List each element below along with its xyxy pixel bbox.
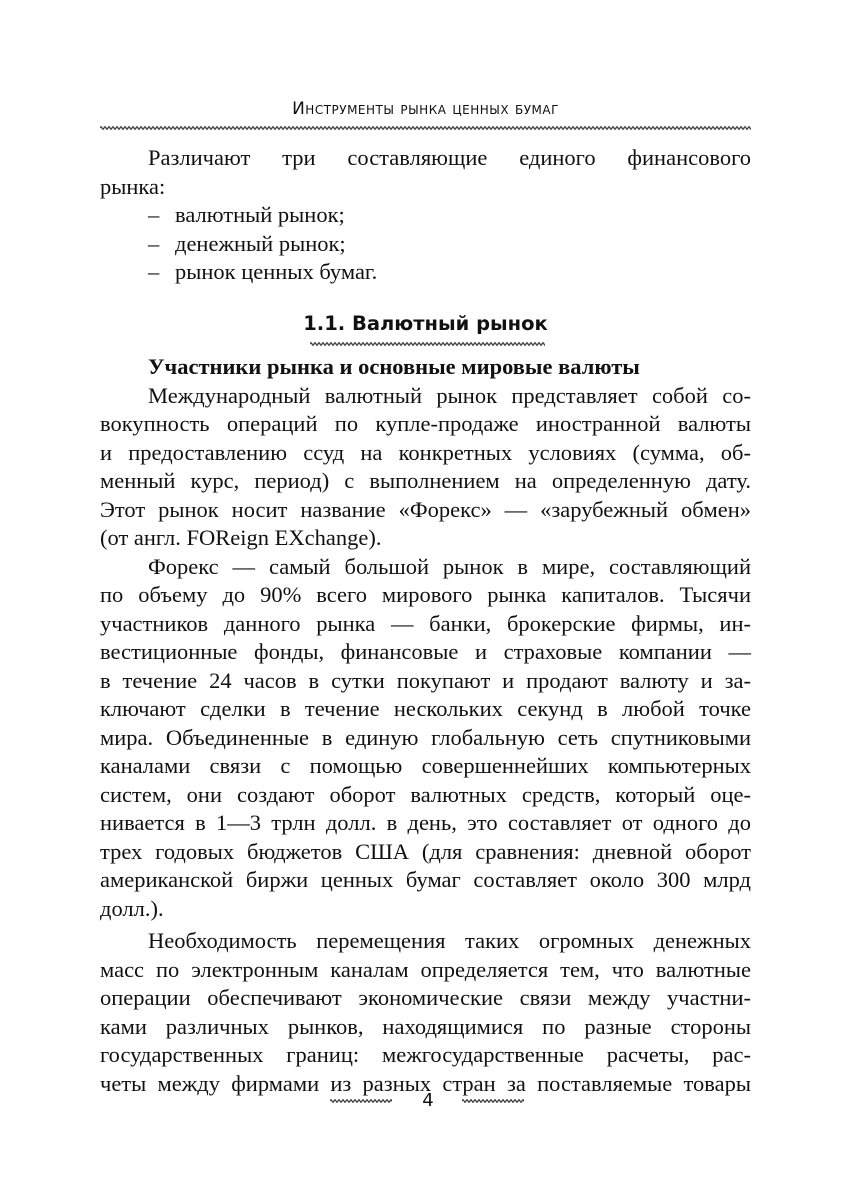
text-line: вокупность операций по купле-продаже иностранной валюты (100, 411, 751, 436)
text-line: Международный валютный рынок представляет собой со- (148, 382, 751, 408)
page-number: 4 (422, 1090, 434, 1111)
section-wavy-rule (310, 340, 545, 348)
section-title: 1.1. Валютный рынок (303, 312, 548, 335)
text-line: масс по электронным каналам определяется тем, что валютные (100, 956, 751, 982)
text-line: Этот рынок носит название «Форекс» — «зарубежный обмен» (100, 496, 751, 522)
text-line: трех годовых бюджетов США (для сравнения: дневной оборот (100, 838, 751, 864)
footer-wavy-left (330, 1097, 392, 1105)
list-dash: – (148, 202, 160, 227)
text-line: менный курс, период) с выполнением на определенную дату. (100, 468, 751, 493)
text-line: участников данного рынка — банки, брокерские фирмы, ин- (100, 610, 751, 636)
text-line: Форекс — самый большой рынок в мире, составляющий (148, 553, 751, 579)
subheading: Участники рынка и основные мировые валюты (148, 354, 640, 379)
running-head: Инструменты рынка ценных бумаг (292, 99, 559, 119)
text-line: Различают три составляющие единого финансового (148, 145, 751, 170)
text-line: государственных границ: межгосударственные расчеты, рас- (100, 1042, 751, 1067)
text-line: (от англ. FOReign EXchange). (100, 525, 382, 550)
text-line: долл.). (100, 895, 164, 921)
text-line: ками различных рынков, находящимися по разные стороны (100, 1013, 751, 1039)
text-line: в течение 24 часов в сутки покупают и продают валюту и за- (100, 667, 751, 693)
list-dash: – (148, 230, 160, 256)
text-line: нивается в 1—3 трлн долл. в день, это составляет от одного до (100, 810, 751, 835)
list-item-text: денежный рынок; (175, 230, 346, 256)
text-line: операции обеспечивают экономические связи между участни- (100, 985, 751, 1010)
text-line: каналами связи с помощью совершеннейших компьютерных (100, 753, 751, 778)
list-item (100, 258, 751, 287)
text-line: и предоставлению ссуд на конкретных условиях (сумма, об- (100, 439, 751, 465)
text-line: рынка: (100, 173, 166, 199)
text-line: вестиционные фонды, финансовые и страховые компании — (100, 639, 751, 664)
intro-block (100, 144, 751, 287)
text-line: Необходимость перемещения таких огромных денежных (148, 928, 751, 953)
list-item (100, 201, 751, 230)
text-line: четы между фирмами из разных стран за поставляемые товары (100, 1070, 751, 1096)
text-line: по объему до 90% всего мирового рынка капиталов. Тысячи (100, 582, 751, 607)
header-wavy-rule (100, 124, 751, 132)
list-item (100, 230, 751, 259)
text-line: систем, они создают оборот валютных средств, который оце- (100, 781, 751, 807)
list-item-text: валютный рынок; (175, 202, 345, 227)
list-dash: – (148, 259, 160, 284)
footer-wavy-right (462, 1097, 524, 1105)
text-line: ключают сделки в течение нескольких секунд в любой точке (100, 696, 751, 721)
main-text (100, 353, 751, 1098)
text-line: американской биржи ценных бумаг составляет около 300 млрд (100, 867, 751, 892)
list-item-text: рынок ценных бумаг. (175, 259, 378, 284)
text-line: мира. Объединенные в единую глобальную сеть спутниковыми (100, 724, 751, 750)
